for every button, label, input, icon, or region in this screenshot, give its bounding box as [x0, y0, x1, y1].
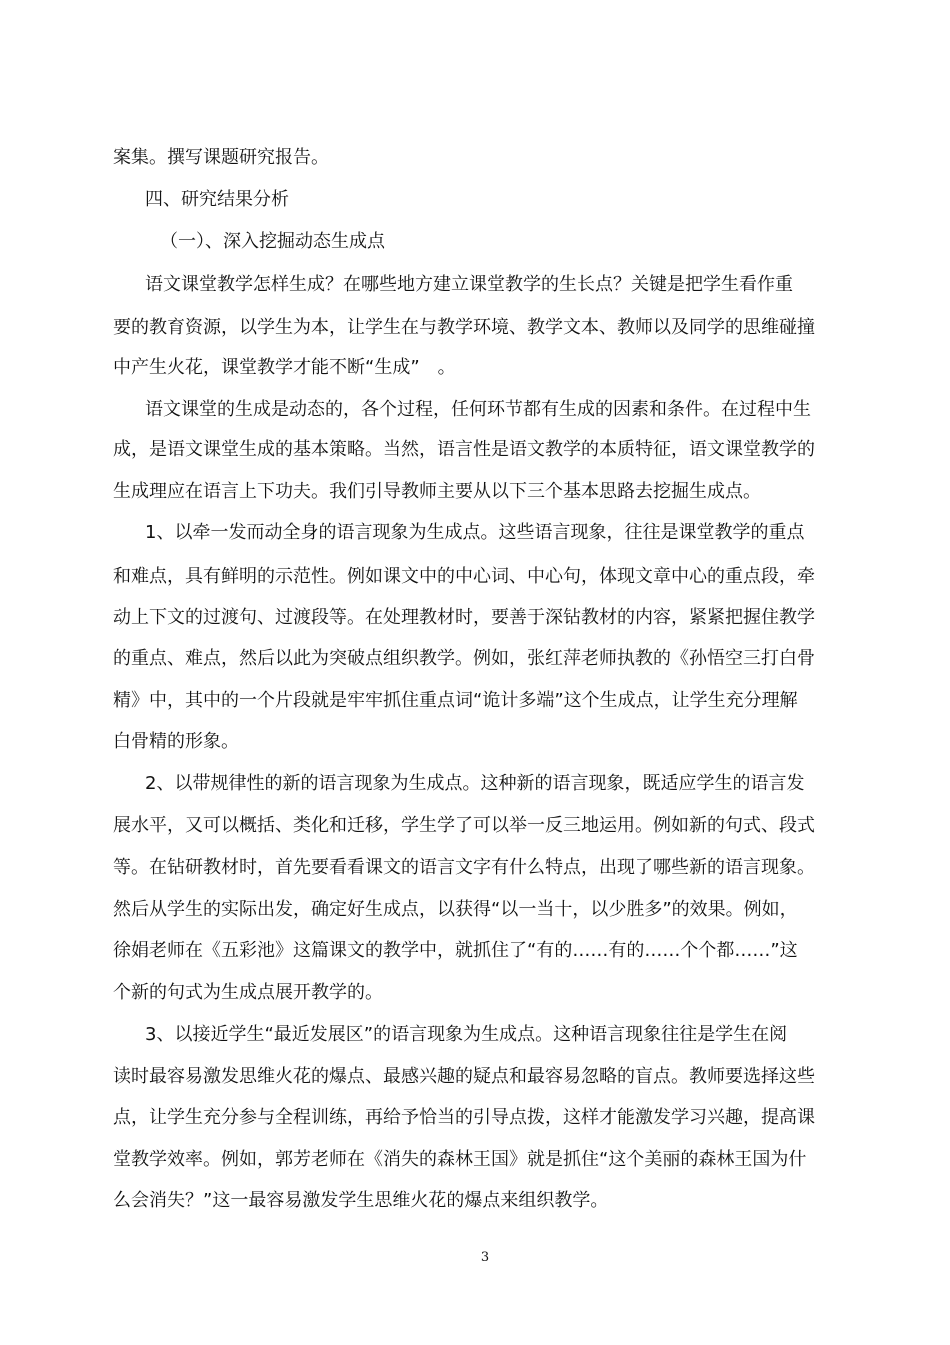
text-line: 中产生火花，课堂教学才能不断“生成” 。: [113, 357, 456, 378]
text-line: 徐娟老师在《五彩池》这篇课文的教学中，就抓住了“有的……有的……个个都……”这: [113, 940, 798, 961]
text-line: 生成理应在语言上下功夫。我们引导教师主要从以下三个基本思路去挖掘生成点。: [113, 481, 761, 502]
page-number: 3: [480, 1250, 490, 1265]
text-line: 语文课堂的生成是动态的，各个过程，任何环节都有生成的因素和条件。在过程中生: [145, 399, 811, 420]
text-line: 3、以接近学生“最近发展区”的语言现象为生成点。这种语言现象往往是学生在阅: [145, 1024, 788, 1045]
text-line: 语文课堂教学怎样生成？在哪些地方建立课堂教学的生长点？关键是把学生看作重: [145, 274, 793, 295]
text-line: 要的教育资源，以学生为本，让学生在与教学环境、教学文本、教师以及同学的思维碰撞: [113, 317, 815, 338]
text-line: 白骨精的形象。: [113, 731, 239, 752]
text-line: 精》中，其中的一个片段就是牢牢抓住重点词“诡计多端”这个生成点，让学生充分理解: [113, 690, 798, 711]
text-line: 和难点，具有鲜明的示范性。例如课文中的中心词、中心句，体现文章中心的重点段，牵: [113, 566, 815, 587]
text-line: 然后从学生的实际出发，确定好生成点，以获得“以一当十，以少胜多”的效果。例如，: [113, 899, 798, 920]
text-line: 案集。撰写课题研究报告。: [113, 147, 329, 168]
text-line: 点，让学生充分参与全程训练，再给予恰当的引导点拨，这样才能激发学习兴趣，提高课: [113, 1107, 815, 1128]
subsection-heading: （一）、深入挖掘动态生成点: [160, 231, 385, 252]
text-line: 1、以牵一发而动全身的语言现象为生成点。这些语言现象，往往是课堂教学的重点: [145, 522, 805, 543]
text-line: 读时最容易激发思维火花的爆点、最感兴趣的疑点和最容易忽略的盲点。教师要选择这些: [113, 1066, 815, 1087]
text-line: 动上下文的过渡句、过渡段等。在处理教材时，要善于深钻教材的内容，紧紧把握住教学: [113, 607, 815, 628]
text-line: 么会消失？”这一最容易激发学生思维火花的爆点来组织教学。: [113, 1190, 609, 1211]
text-line: 个新的句式为生成点展开教学的。: [113, 982, 383, 1003]
text-line: 堂教学效率。例如，郭芳老师在《消失的森林王国》就是抓住“这个美丽的森林王国为什: [113, 1149, 807, 1170]
text-line: 2、以带规律性的新的语言现象为生成点。这种新的语言现象，既适应学生的语言发: [145, 773, 805, 794]
text-line: 成，是语文课堂生成的基本策略。当然，语言性是语文教学的本质特征，语文课堂教学的: [113, 439, 815, 460]
text-line: 等。在钻研教材时，首先要看看课文的语言文字有什么特点，出现了哪些新的语言现象。: [113, 857, 815, 878]
text-line: 的重点、难点，然后以此为突破点组织教学。例如，张红萍老师执教的《孙悟空三打白骨: [113, 648, 815, 669]
section-heading: 四、研究结果分析: [145, 189, 289, 210]
text-line: 展水平，又可以概括、类化和迁移，学生学了可以举一反三地运用。例如新的句式、段式: [113, 815, 815, 836]
